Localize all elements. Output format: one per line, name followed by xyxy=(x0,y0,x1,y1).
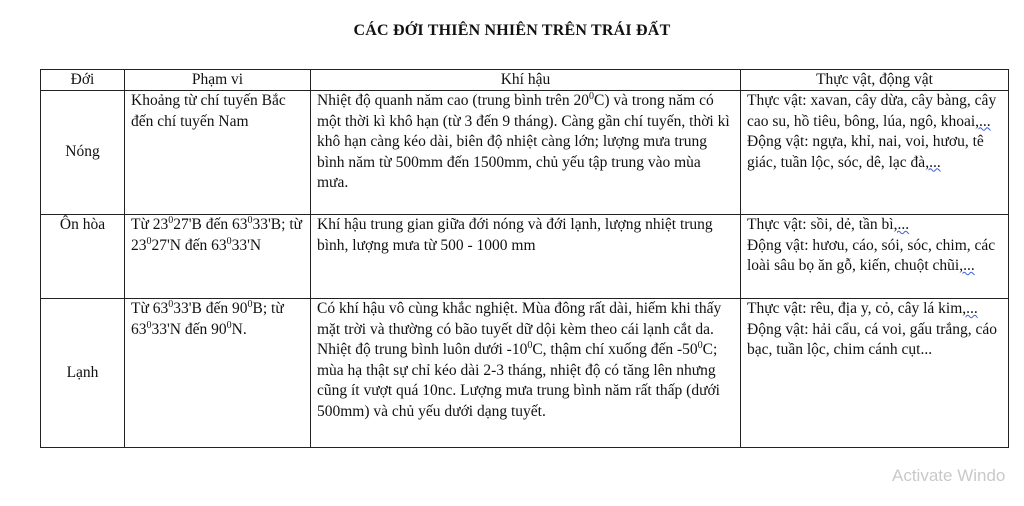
spellcheck-mark: ,... xyxy=(962,300,978,317)
range-cell: Từ $23^027'B$ đến $63^033'B$; từ $23^027'N$ đến $63^033'N$ xyxy=(125,215,311,299)
climate-cell: Khí hậu trung gian giữa đới nóng và đới lạnh, lượng nhiệt trung bình, lượng mưa từ 500 - 1000 mm xyxy=(311,215,741,299)
flora-line: Thực vật: xavan, cây dừa, cây bàng, cây cao su, hồ tiêu, bông, lúa, ngô, khoai,... xyxy=(747,92,997,130)
fauna-line: Động vật: hải cẩu, cá voi, gấu trắng, cáo bạc, tuần lộc, chim cánh cụt... xyxy=(747,320,998,358)
range-cell: Từ $63^033'B$ đến $90^0B$; từ $63^033'N$ đến $90^0N$. xyxy=(125,299,311,448)
document-title: CÁC ĐỚI THIÊN NHIÊN TRÊN TRÁI ĐẤT xyxy=(353,22,671,39)
range-cell: Khoảng từ chí tuyến Bắc đến chí tuyến Nam xyxy=(125,91,311,215)
spellcheck-mark: ,... xyxy=(959,257,975,274)
zone-cell: Nóng xyxy=(41,91,125,215)
table-header-row xyxy=(41,70,1009,91)
biota-cell xyxy=(741,91,1009,215)
climate-cell: Có khí hậu vô cùng khắc nghiệt. Mùa đông rất dài, hiếm khi thấy mặt trời và thường có bão tuyết dữ dội kèm theo cái lạnh cắt da. Nhiệt độ trung bình luôn dưới $-10^0C$, thậm chí xuống đến $-50^0C$; mùa hạ thật sự chỉ kéo dài 2-3 tháng, nhiệt độ có tăng lên nhưng cũng ít vượt quá 10nc. Lượng mưa trung bình năm rất thấp (dưới 500mm) và chủ yếu dưới dạng tuyết. xyxy=(311,299,741,448)
fauna-line: Động vật: ngựa, khỉ, nai, voi, hươu, tê giác, tuần lộc, sóc, dê, lạc đà,... xyxy=(747,133,984,171)
climate-zones-table xyxy=(40,69,1009,448)
header-zone: Đới xyxy=(41,70,125,91)
zone-cell: Ôn hòa xyxy=(41,215,125,299)
table-row-temperate xyxy=(41,215,1009,299)
spellcheck-mark: ,... xyxy=(975,112,991,130)
biota-cell xyxy=(741,215,1009,299)
header-climate: Khí hậu xyxy=(311,70,741,91)
spellcheck-mark: ,... xyxy=(925,153,941,171)
header-range: Phạm vi xyxy=(125,70,311,91)
zone-cell: Lạnh xyxy=(41,299,125,448)
fauna-line: Động vật: hươu, cáo, sói, sóc, chim, các loài sâu bọ ăn gỗ, kiến, chuột chũi,... xyxy=(747,236,996,274)
header-biota: Thực vật, động vật xyxy=(741,70,1009,91)
table-row-cold xyxy=(41,299,1009,448)
spellcheck-mark: ,... xyxy=(893,216,910,233)
biota-cell xyxy=(741,299,1009,448)
flora-line: Thực vật: sồi, dẻ, tần bì,... xyxy=(747,216,910,233)
flora-line: Thực vật: rêu, địa y, cỏ, cây lá kim,... xyxy=(747,300,978,317)
climate-cell: Nhiệt độ quanh năm cao (trung bình trên $20^0C$) và trong năm có một thời kì khô hạn (từ 3 đến 9 tháng). Càng gần chí tuyến, thời kì khô hạn càng kéo dài, biên độ nhiệt càng lớn; lượng mưa trung bình năm từ 500mm đến 1500mm, chủ yếu tập trung vào mùa mưa. xyxy=(311,91,741,215)
table-row-hot xyxy=(41,91,1009,215)
activation-watermark: Activate Windo xyxy=(892,466,1006,485)
